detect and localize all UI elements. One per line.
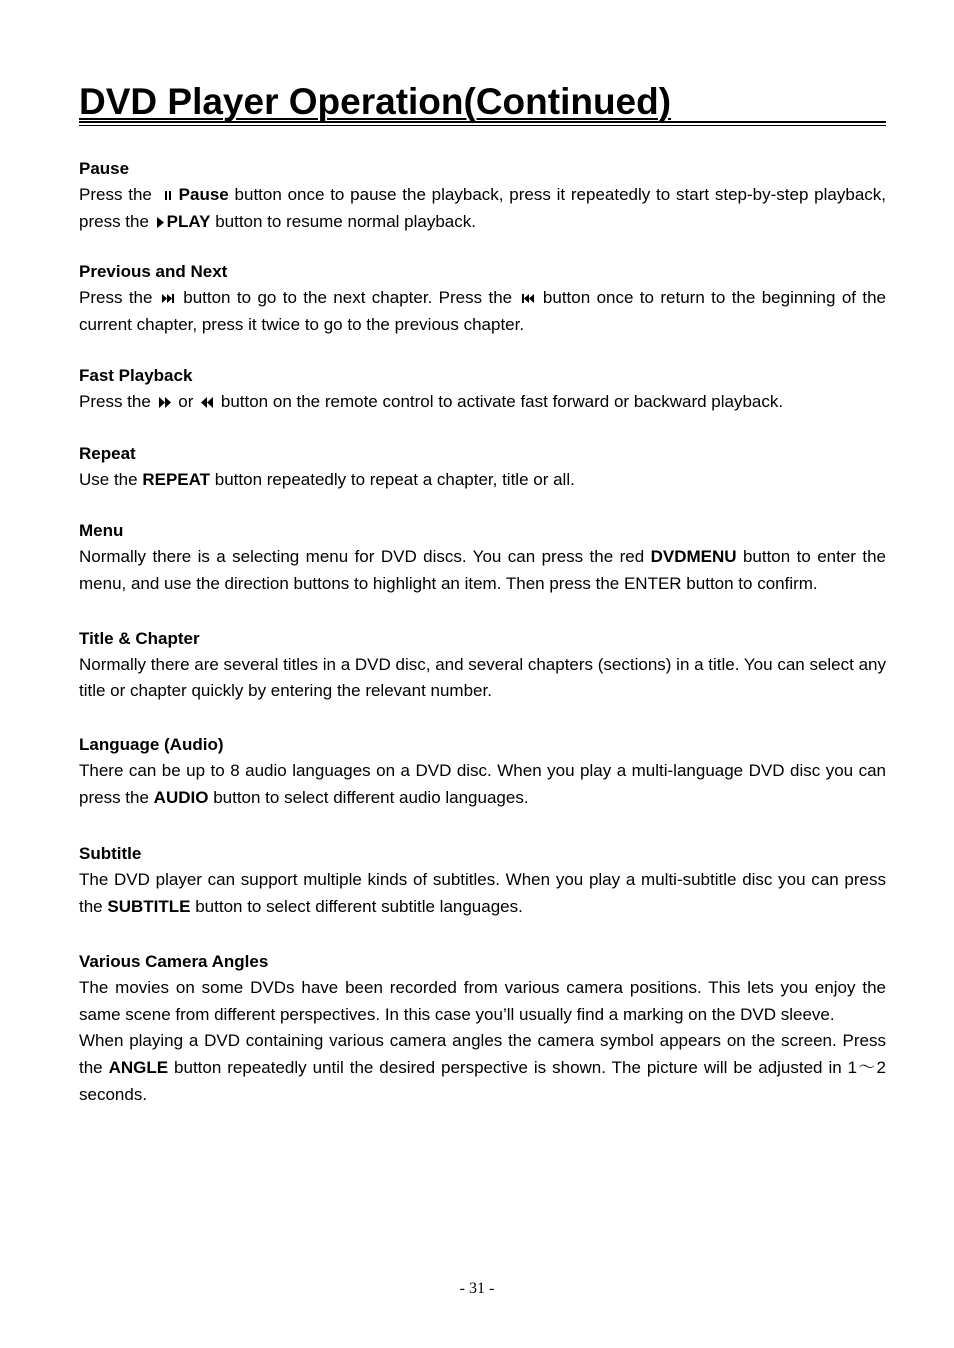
bold-term: PLAY <box>166 211 211 231</box>
previous-chapter-icon <box>521 293 535 304</box>
text: When playing a DVD containing various camera angles the camera symbol appears on the screen. Press the <box>79 1031 886 1077</box>
fast-backward-icon <box>200 396 214 409</box>
section-fast-playback <box>79 363 886 416</box>
section-heading: Repeat <box>79 443 136 463</box>
text: button to go to the next chapter. Press the <box>183 288 513 308</box>
section-repeat <box>79 441 886 494</box>
section-heading: Subtitle <box>79 844 142 864</box>
bold-term: REPEAT <box>142 469 211 489</box>
next-chapter-icon <box>161 293 175 304</box>
section-paragraph <box>79 975 886 1028</box>
bold-term: ANGLE <box>108 1057 169 1077</box>
section-paragraph <box>79 467 886 494</box>
section-paragraph <box>79 182 886 235</box>
section-heading: Language (Audio) <box>79 735 224 755</box>
play-icon <box>156 216 165 229</box>
section-subtitle <box>79 841 886 920</box>
section-paragraph <box>79 652 886 705</box>
page-number: - 31 - <box>459 1280 495 1297</box>
section-paragraph <box>79 1028 886 1108</box>
section-paragraph <box>79 389 886 416</box>
text: button to enter the menu, and use the direction buttons to highlight an item. Then press the ENTER button to confirm. <box>79 547 886 593</box>
text: button on the remote control to activate fast forward or backward playback. <box>220 391 784 411</box>
text: Normally there is a selecting menu for DVD discs. You can press the red <box>79 547 645 567</box>
section-paragraph <box>79 544 886 597</box>
text: button repeatedly until the desired perspective is shown. The picture will be adjusted in 1～2 seconds. <box>79 1057 886 1104</box>
text: button to resume normal playback. <box>215 211 476 231</box>
section-heading: Previous and Next <box>79 262 228 282</box>
text: Press the <box>79 288 153 308</box>
section-previous-next <box>79 259 886 338</box>
document-page <box>79 78 886 1108</box>
section-paragraph <box>79 758 886 811</box>
pause-icon <box>164 190 173 201</box>
page-title: DVD Player Operation(Continued) <box>79 81 672 122</box>
text: Press the <box>79 391 151 411</box>
text: Press the <box>79 185 152 204</box>
text: Use the <box>79 469 138 489</box>
section-menu <box>79 518 886 597</box>
section-pause <box>79 156 886 235</box>
bold-term: Pause <box>178 185 229 204</box>
section-language-audio <box>79 732 886 811</box>
bold-term: SUBTITLE <box>107 897 191 917</box>
section-heading: Menu <box>79 521 124 541</box>
text: There can be up to 8 audio languages on a DVD disc. When you play a multi-language DVD disc you can press the <box>79 761 886 807</box>
section-heading: Fast Playback <box>79 365 193 385</box>
text: Normally there are several titles in a DVD disc, and several chapters (sections) in a title. You can select any title or chapter quickly by entering the relevant number. <box>79 654 886 701</box>
text: button repeatedly to repeat a chapter, title or all. <box>214 469 575 489</box>
text: button to select different subtitle languages. <box>195 897 523 917</box>
text: The DVD player can support multiple kinds of subtitles. When you play a multi-subtitle disc you can press the <box>79 870 886 917</box>
text: The movies on some DVDs have been recorded from various camera positions. This lets you enjoy the same scene from different perspectives. In this case you’ll usually find a marking on the DVD sleeve. <box>79 977 886 1024</box>
section-paragraph <box>79 867 886 920</box>
section-camera-angles <box>79 949 886 1109</box>
fast-forward-icon <box>158 396 172 409</box>
text: or <box>178 391 194 411</box>
section-heading: Title & Chapter <box>79 628 200 648</box>
text: button once to return to the beginning of the current chapter, press it twice to go to the previous chapter. <box>79 288 887 335</box>
bold-term: AUDIO <box>153 787 209 807</box>
section-title-chapter <box>79 626 886 705</box>
section-heading: Pause <box>79 159 130 178</box>
text: button to select different audio languages. <box>213 787 529 807</box>
section-heading: Various Camera Angles <box>79 951 269 971</box>
bold-term: DVDMENU <box>650 547 737 567</box>
text: button once to pause the playback, press it repeatedly to start step-by-step playback, press the <box>79 185 886 231</box>
section-paragraph <box>79 285 886 338</box>
